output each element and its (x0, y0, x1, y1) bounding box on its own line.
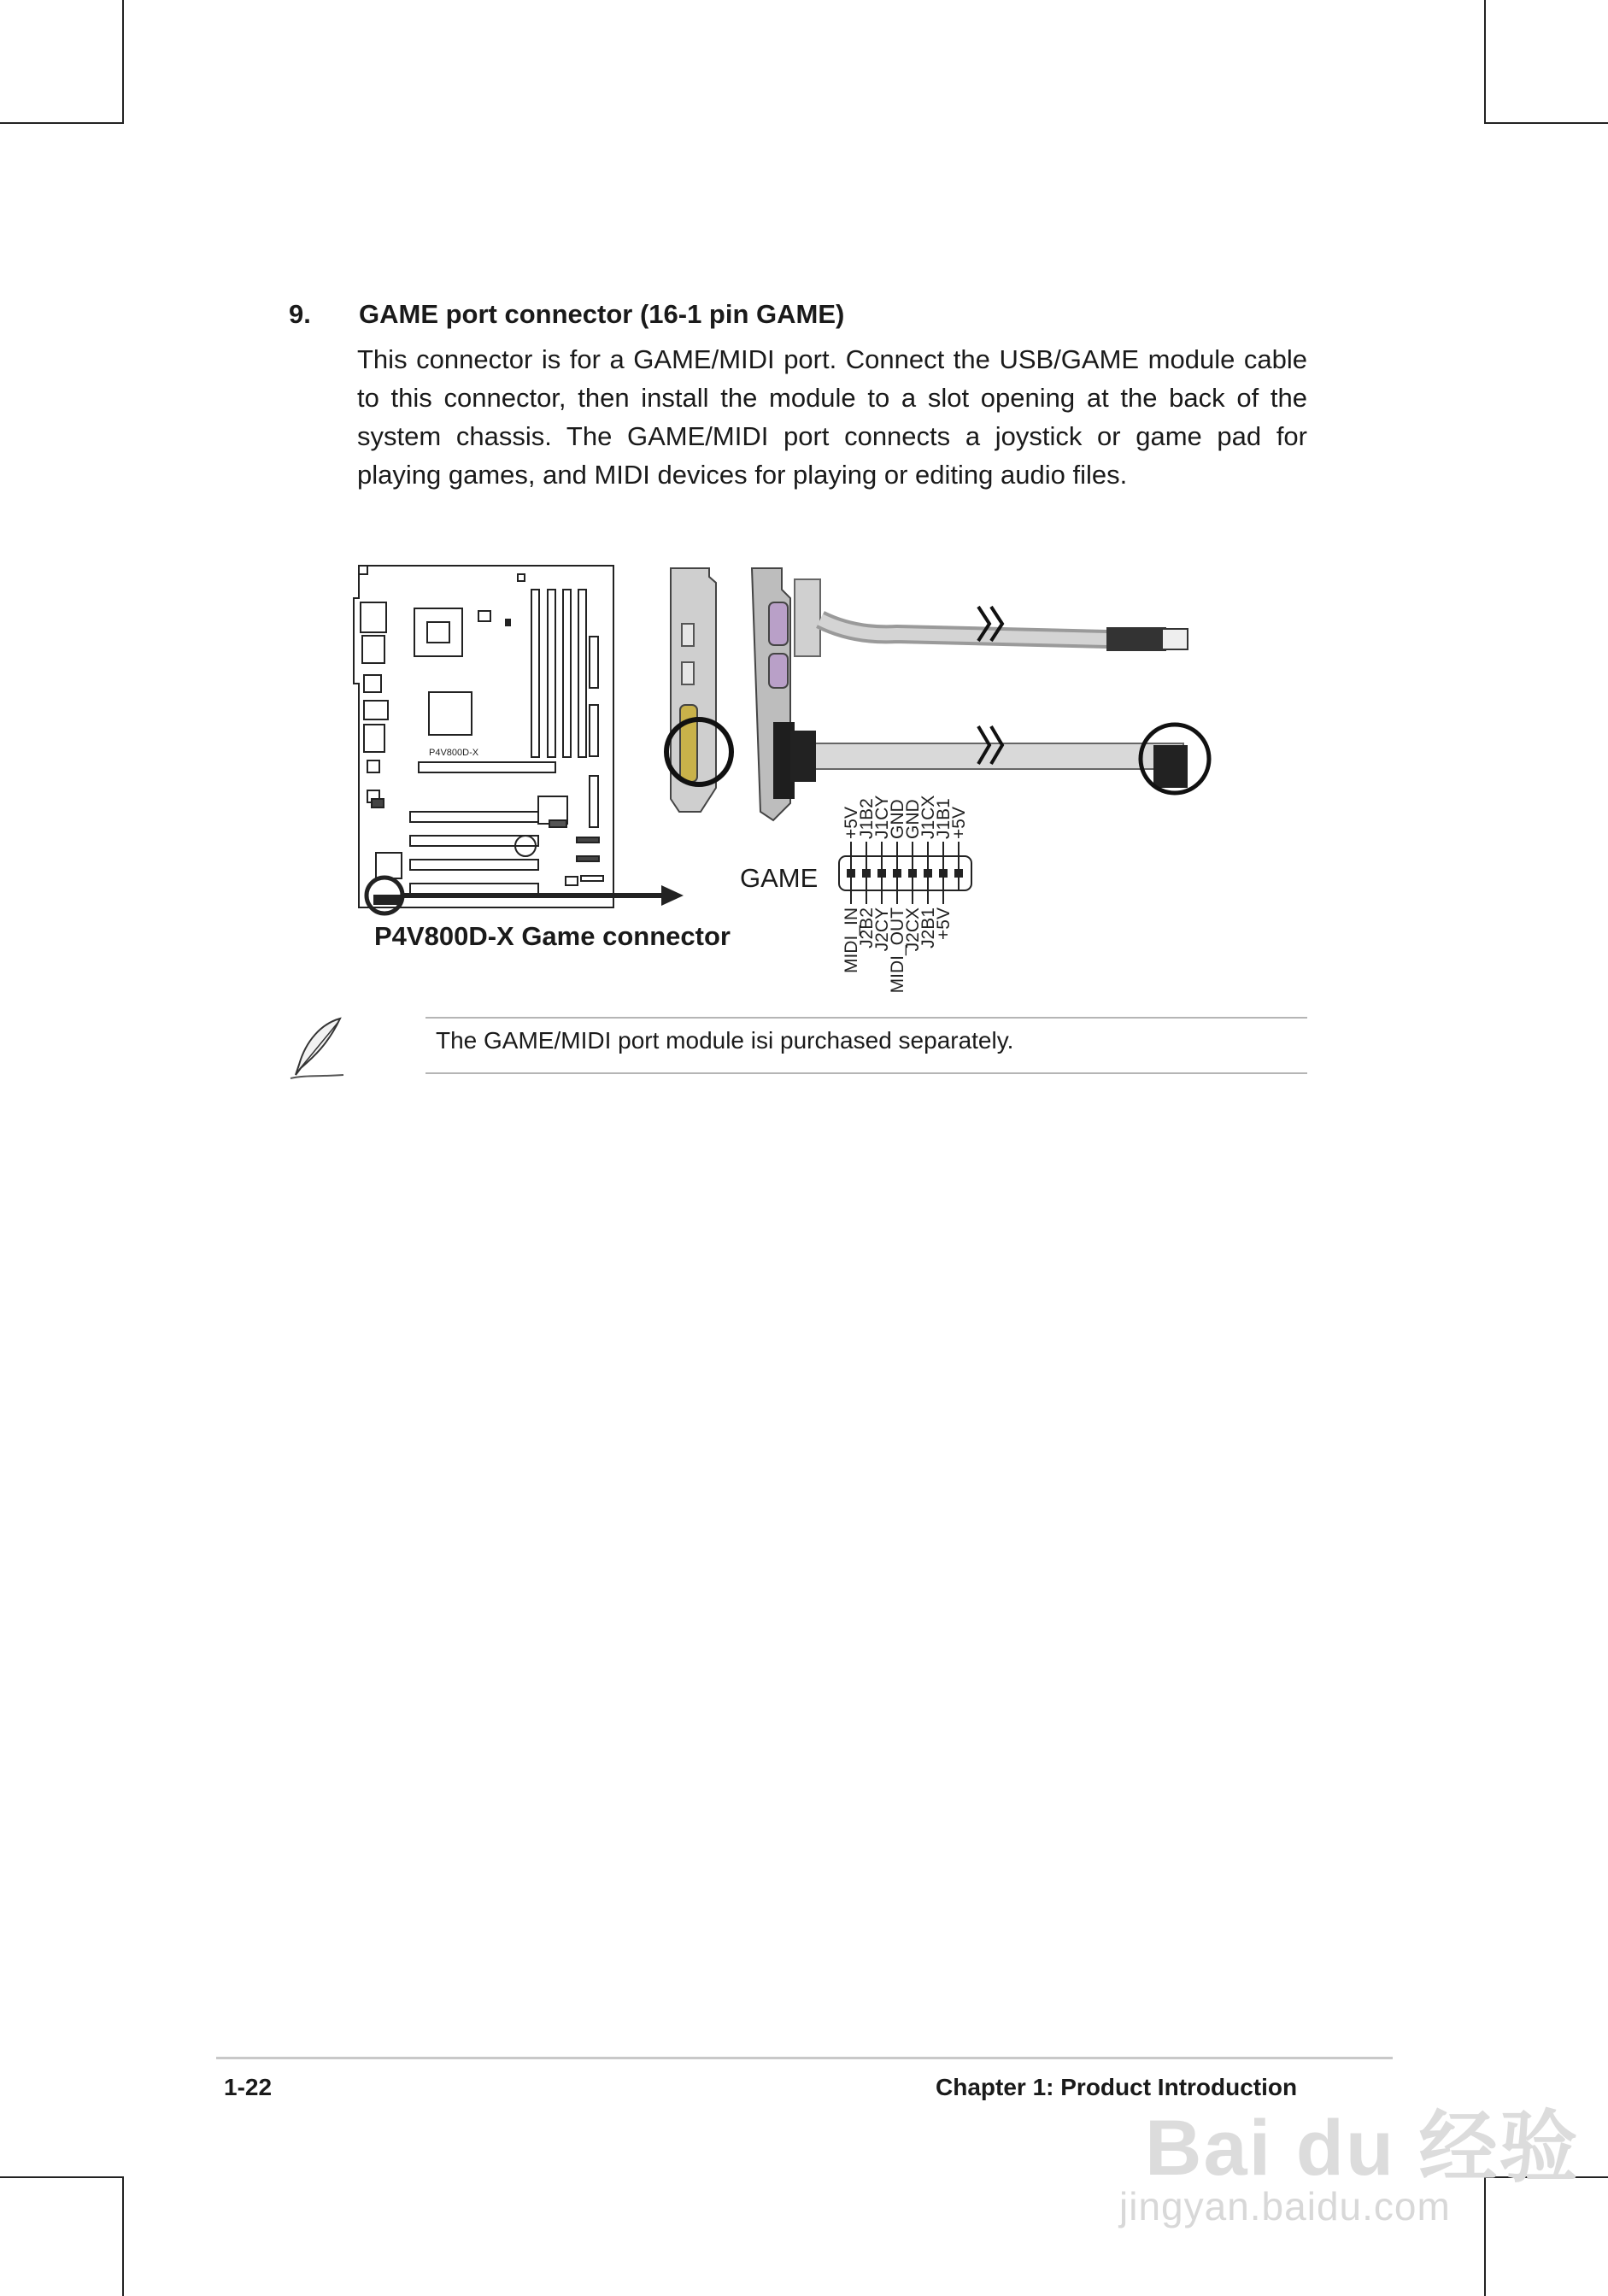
pin-label: J1CX (918, 795, 938, 839)
header-label: GAME (740, 863, 819, 893)
watermark-url: jingyan.baidu.com (1119, 2184, 1451, 2228)
footer-rule (216, 2057, 1393, 2059)
usb-game-bracket (402, 568, 1209, 820)
crop-mark (0, 122, 124, 124)
pin-label: +5V (842, 807, 861, 839)
note-text: The GAME/MIDI port module isi purchased separately. (436, 1027, 1014, 1054)
note-bottom-rule (425, 1072, 1307, 1074)
pin-label: J2B1 (918, 907, 938, 948)
pin-label: J2CX (903, 907, 923, 952)
watermark-brand: Bai du 经验 (1145, 2105, 1580, 2192)
pin-label: J2B2 (857, 907, 877, 948)
bottom-pin-labels (842, 907, 954, 994)
crop-mark (122, 0, 124, 124)
note-top-rule (425, 1017, 1307, 1019)
top-pin-labels (842, 796, 969, 839)
crop-mark (1484, 122, 1608, 124)
chapter-title: Chapter 1: Product Introduction (936, 2074, 1298, 2100)
section-number: 9. (289, 299, 311, 329)
pin-label: J1B2 (857, 798, 877, 839)
pin-label: J1CY (872, 795, 892, 839)
section-heading (289, 299, 844, 330)
section-body: This connector is for a GAME/MIDI port. Connect the USB/GAME module cable to this connector, then install the module to a slot opening at the back of the system chassis. The GAME/MIDI port connects a joystick or game pad for playing games, and MIDI devices for playing or editing audio files. (357, 344, 1307, 490)
board-label: P4V800D-X (429, 748, 479, 758)
pin-label: +5V (934, 907, 954, 940)
pin-label: GND (903, 799, 923, 839)
pin-label: MIDI_IN (842, 907, 861, 974)
feather-pen-icon (287, 1015, 347, 1083)
game-header-pinout (839, 842, 971, 904)
pin-label: J2CY (872, 907, 892, 952)
pin-label: MIDI_OUT (888, 907, 907, 994)
pin-label: J1B1 (934, 798, 954, 839)
page-number: 1-22 (224, 2074, 273, 2100)
figure-caption: P4V800D-X Game connector (374, 921, 731, 951)
crop-mark (122, 2176, 124, 2296)
section-title: GAME port connector (16-1 pin GAME) (359, 299, 845, 329)
motherboard-diagram (354, 566, 613, 913)
pin-label: GND (888, 799, 907, 839)
arrow-head (661, 885, 684, 906)
crop-mark (1484, 0, 1486, 124)
pin-label: +5V (949, 807, 969, 839)
crop-mark (0, 2176, 124, 2178)
